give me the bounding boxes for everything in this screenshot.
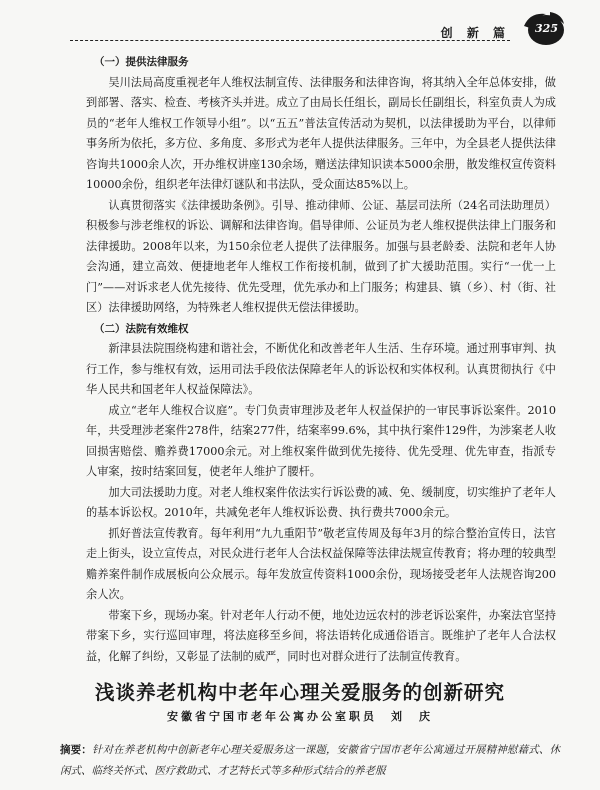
article-author: 安徽省宁国市老年公寓办公室职员 刘 庆 <box>167 710 433 723</box>
abstract-text: 针对在养老机构中创新老年心理关爱服务这一课题，安徽省宁国市老年公寓通过开展精神慰藉式、休闲式、临终关怀式、医疗救助式、才艺特长式等多种形式结合的养老服 <box>60 744 561 777</box>
abstract-label: 摘要： <box>60 744 92 756</box>
page-header <box>0 0 600 50</box>
paragraph: 抓好普法宣传教育。每年利用“九九重阳节”敬老宣传周及每年3月的综合整治宣传日，法官走上街头，设立宣传点，对民众进行老年人合法权益保障等法律法规宣传教育；将办理的较典型赡养案件制作成展板向公众展示。每年发放宣传资料1000余份，现场接受老年人法规咨询200余人次。 <box>86 526 556 601</box>
article-abstract <box>60 740 560 782</box>
section-heading-court-rights: （二）法院有效维权 <box>94 322 189 335</box>
paragraph: 新津县法院围绕构建和谐社会，不断优化和改善老年人生活、生存环境。通过刑事审判、执行工作，参与维权有效，运用司法手段依法保障老年人的诉讼权和实体权利。认真贯彻执行《中华人民共和国老年人权益保障法》。 <box>86 342 556 396</box>
paragraph: 加大司法援助力度。对老人维权案件依法实行诉讼费的减、免、缓制度，切实维护了老年人的基本诉讼权。2010年，共减免老年人维权诉讼费、执行费共7000余元。 <box>86 485 556 519</box>
section-heading-legal-services: （一）提供法律服务 <box>94 56 189 68</box>
section-label: 创 新 篇 <box>440 26 510 40</box>
paragraph: 吴川法局高度重视老年人维权法制宣传、法律服务和法律咨询，将其纳入全年总体安排，做到部署、落实、检查、考核齐头并进。成立了由局长任组长，副局长任副组长，科室负责人为成员的“老年人维权工作领导小组”。以“五五”普法宣传活动为契机，以法律援助为平台，以律师事务所为依托，多方位、多角度、多形式为老年人提供法律服务。三年中，为全县老人提供法律咨询共1000余人次，开办维权讲座130余场，赠送法律知识读本5000余册，散发维权宣传资料10000余份，组织老年法律灯谜队和书法队，受众面达85%以上。 <box>86 75 556 191</box>
paragraph: 带案下乡，现场办案。针对老年人行动不便，地处边远农村的涉老诉讼案件，办案法官坚持带案下乡，实行巡回审理，将法庭移至乡间，将法语转化成通俗语言。既维护了老年人合法权益，化解了纠纷，又彰显了法制的威严，同时也对群众进行了法制宣传教育。 <box>86 608 556 663</box>
paragraph: 认真贯彻落实《法律援助条例》。引导、推动律师、公证、基层司法所（24名司法助理员）积极参与涉老维权的诉讼、调解和法律咨询。倡导律师、公证员为老人维权提供法律上门服务和法律援助。2008年以来，为150余位老人提供了法律服务。加强与县老龄委、法院和老年人协会沟通，建立高效、便捷地老年人维权工作衔接机制，做到了扩大援助范围。实行“一优一上门”——对诉求老人优先接待、优先受理，优先承办和上门服务；构建县、镇（乡）、村（街、社区）法律援助网络，为特殊老人维权提供无偿法律援助。 <box>86 198 556 314</box>
body-text <box>86 52 556 667</box>
page-number: 325 <box>535 22 558 35</box>
article-title: 浅谈养老机构中老年心理关爱服务的创新研究 <box>94 681 505 704</box>
paragraph: 成立“老年人维权合议庭”。专门负责审理涉及老年人权益保护的一审民事诉讼案件。2010年，共受理涉老案件278件，结案277件，结案率99.6%，其中执行案件129件，为涉案老人收回损害赔偿、赡养费17000余元。对上维权案件做到优先接待、优先受理、优先审查，指派专人审案，按时结案回复，使老年人维护了腰杆。 <box>86 403 556 478</box>
